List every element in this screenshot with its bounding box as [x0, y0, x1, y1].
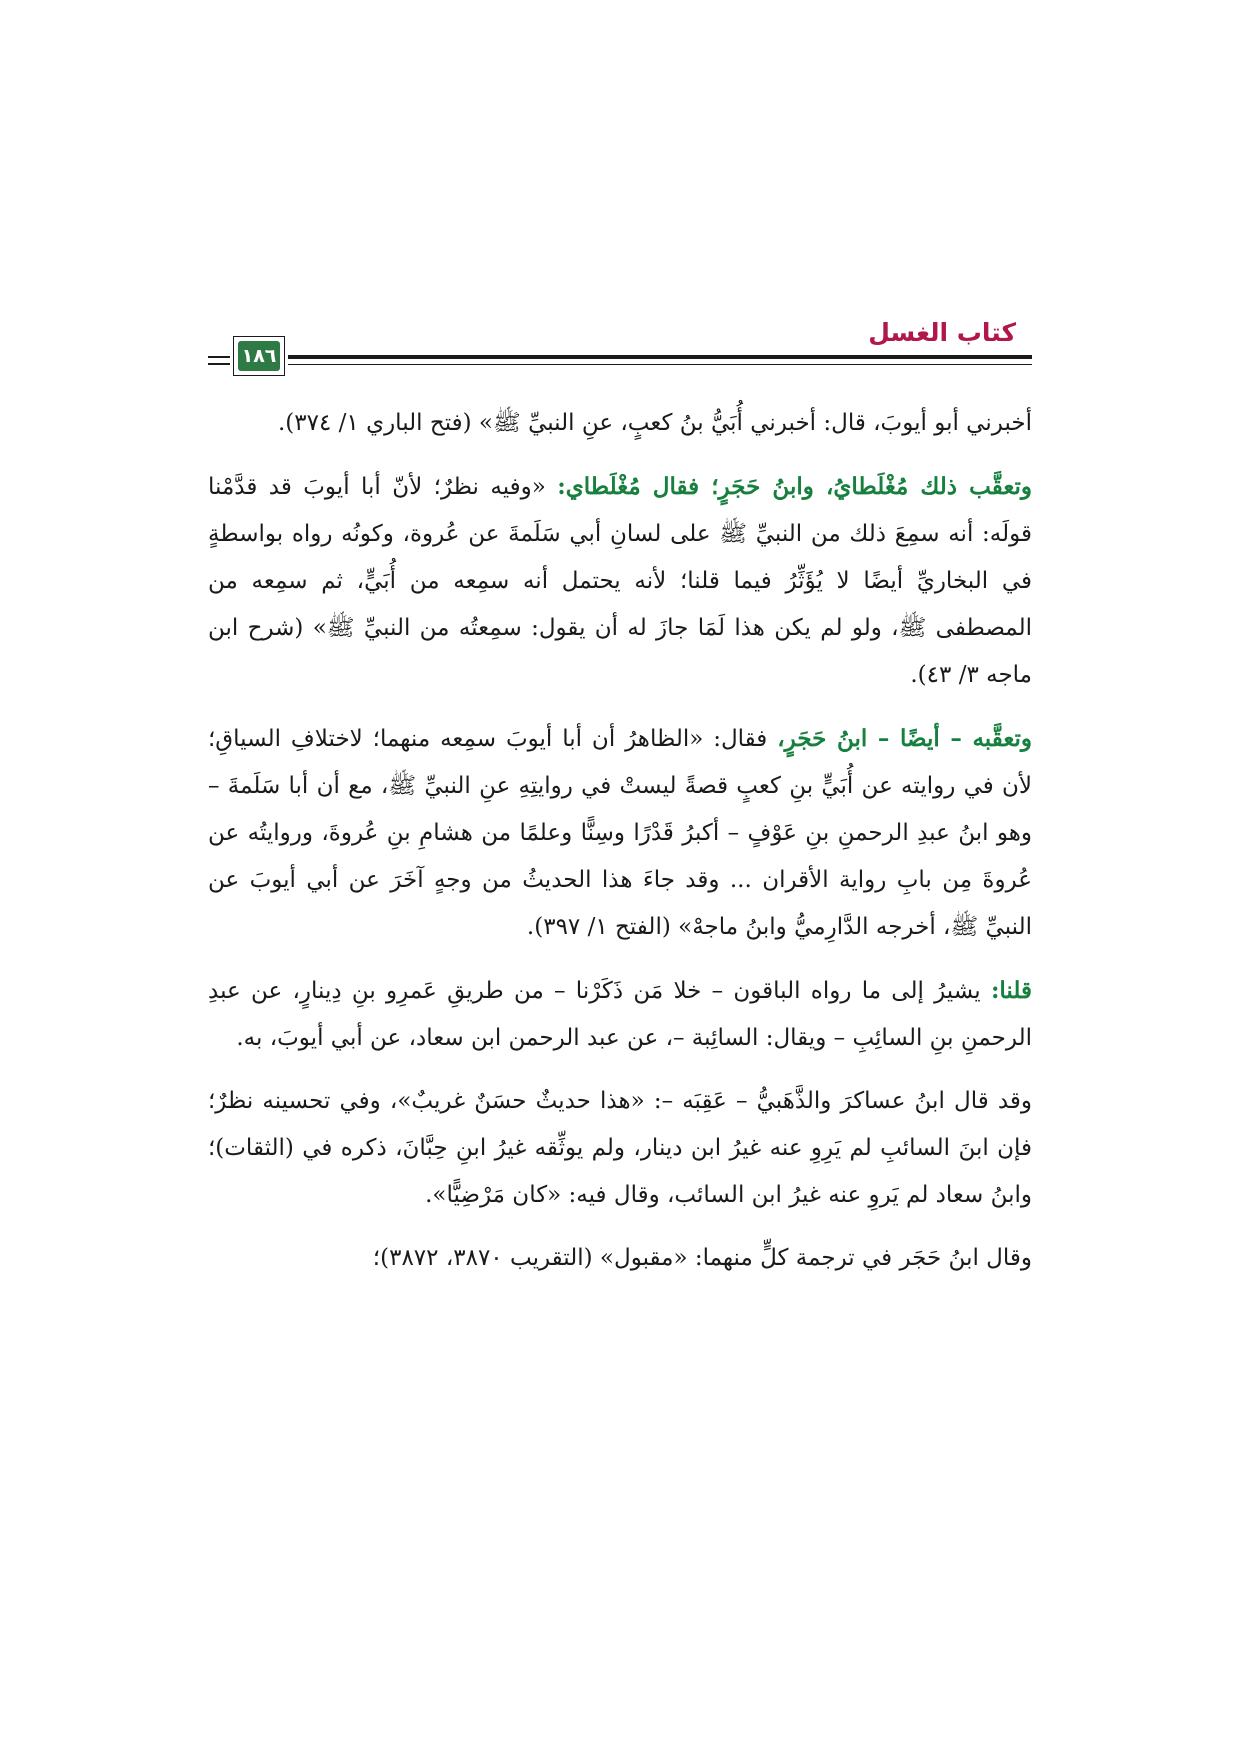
paragraph-5 [208, 1078, 1032, 1219]
paragraph-text: «وفيه نظرٌ؛ لأنّ أبا أيوبَ قد قدَّمْنا قولَه: أنه سمِعَ ذلك من النبيِّ ﷺ على لسانِ أبي سَلَمةَ عن عُروة، وكونُه رواه بواسطةٍ في البخاريِّ أيضًا لا يُؤَثِّرُ فيما قلنا؛ لأنه يحتمل أنه سمِعه من أُبَيٍّ، ثم سمِعه من المصطفى ﷺ، ولو لم يكن هذا لَمَا جازَ له أن يقول: سمِعتُه من النبيِّ ﷺ» (شرح ابن ماجه ٣/ ٤٣). [208, 474, 1032, 688]
paragraph-6 [208, 1235, 1032, 1282]
header-rule-thin [288, 364, 1032, 365]
page-number: ١٨٦ [238, 341, 280, 371]
page-number-frame [233, 336, 285, 376]
header-rule-left-bottom [208, 363, 230, 365]
paragraph-text: وقال ابنُ حَجَر في ترجمة كلٍّ منهما: «مقبول» (التقريب ٣٨٧٠، ٣٨٧٢)؛ [372, 1245, 1032, 1271]
paragraph-lead: وتعقَّب ذلك مُغْلَطايُ، وابنُ حَجَرٍ؛ فقال مُغْلَطاي: [557, 473, 1032, 500]
book-title: كتاب الغسل [868, 318, 1016, 347]
paragraph-1 [208, 400, 1032, 447]
paragraph-text: فقال: «الظاهرُ أن أبا أيوبَ سمِعه منهما؛ لاختلافِ السياقِ؛ لأن في روايته عن أُبَيٍّ بنِ كعبٍ قصةً ليستْ في روايتِهِ عنِ النبيِّ ﷺ، مع أن أبا سَلَمةَ – وهو ابنُ عبدِ الرحمنِ بنِ عَوْفٍ – أكبرُ قَدْرًا وسِنًّا وعلمًا من هشامِ بنِ عُروةَ، وروايتُه عن عُروةَ مِن بابِ رواية الأقران ... وقد جاءَ هذا الحديثُ من وجهٍ آخَرَ عن أبي أيوبَ عن النبيِّ ﷺ، أخرجه الدَّارِميُّ وابنُ ماجهْ» (الفتح ١/ ٣٩٧). [208, 726, 1032, 940]
paragraph-lead: قلنا: [990, 977, 1032, 1004]
paragraph-text: أخبرني أبو أيوبَ، قال: أخبرني أُبَيُّ بنُ كعبٍ، عنِ النبيِّ ﷺ» (فتح الباري ١/ ٣٧٤). [277, 410, 1032, 436]
paragraph-text: يشيرُ إلى ما رواه الباقون – خلا مَن ذَكَرْنا – من طريقِ عَمرِو بنِ دِينارٍ، عن عبدِ الرحمنِ بنِ السائِبِ – ويقال: السائِبة –، عن عبد الرحمن ابن سعاد، عن أبي أيوبَ، به. [208, 978, 1032, 1051]
page-header [208, 318, 1032, 388]
paragraph-2 [208, 463, 1032, 699]
paragraph-lead: وتعقَّبه – أيضًا – ابنُ حَجَرٍ، [777, 725, 1032, 752]
paragraph-4 [208, 967, 1032, 1062]
header-rule-thick [288, 355, 1032, 359]
paragraph-3 [208, 715, 1032, 951]
header-rule-left-top [208, 356, 230, 358]
paragraph-text: وقد قال ابنُ عساكرَ والذَّهَبيُّ – عَقِبَه –: «هذا حديثٌ حسَنٌ غريبٌ»، وفي تحسينه نظرٌ؛ فإن ابنَ السائبِ لم يَرِوِ عنه غيرُ ابن دينار، ولم يوثِّقه غيرُ ابنِ حِبَّانَ، ذكره في (الثقات)؛ وابنُ سعاد لم يَروِ عنه غيرُ ابن السائب، وقال فيه: «كان مَرْضِيًّا». [208, 1088, 1032, 1208]
page-body [208, 400, 1032, 1298]
